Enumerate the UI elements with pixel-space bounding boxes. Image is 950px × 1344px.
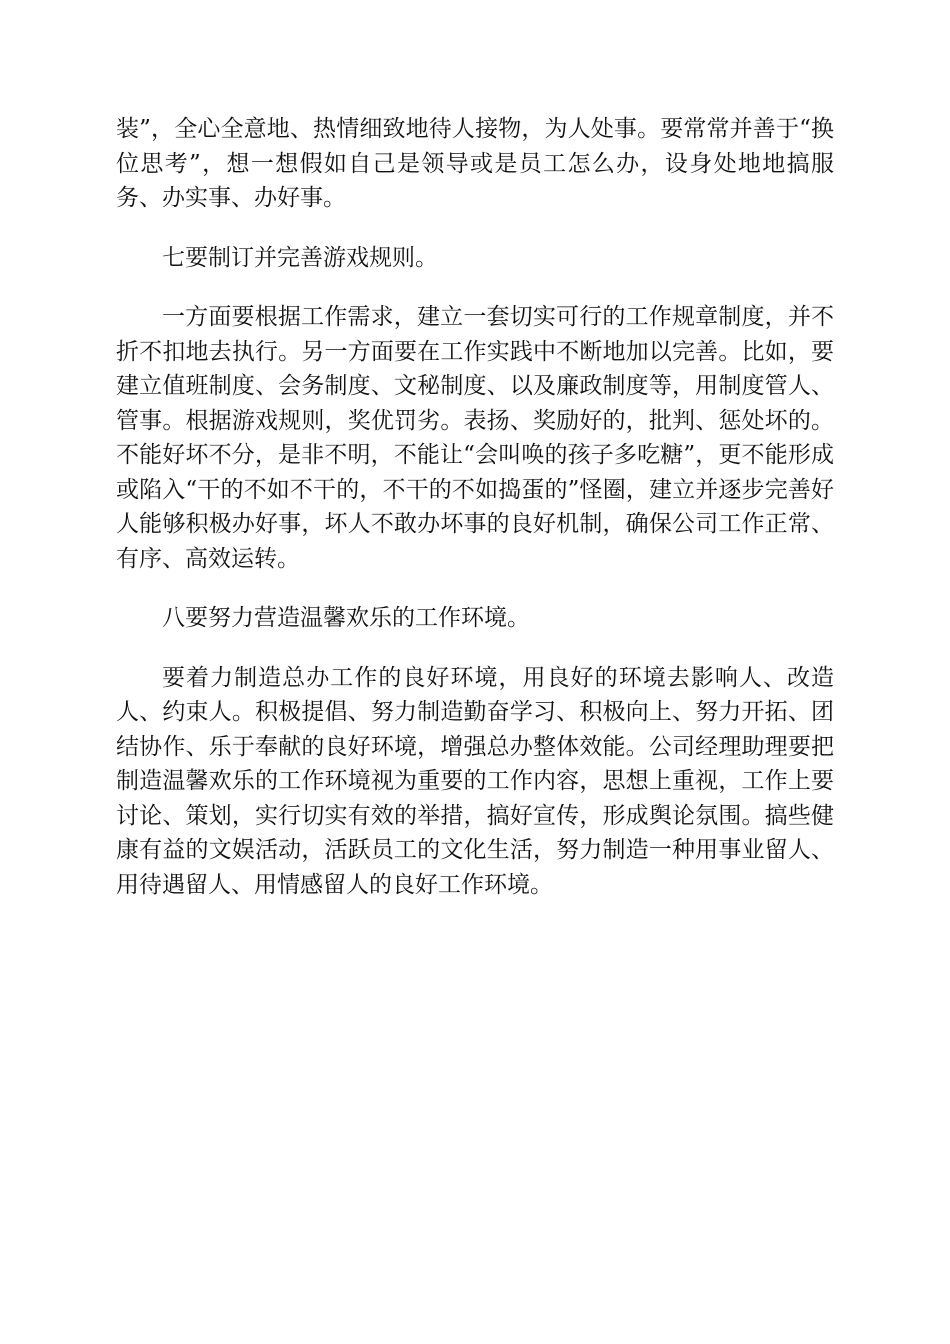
paragraph-section-seven: 一方面要根据工作需求，建立一套切实可行的工作规章制度，并不折不扣地去执行。另一方面要在工作实践中不断地加以完善。比如，要建立值班制度、会务制度、文秘制度、以及廉政制度等，用制度管人、管事。根据游戏规则，奖优罚劣。表扬、奖励好的，批判、惩处坏的。不能好坏不分，是非不明，不能让“会叫唤的孩子多吃糖”，更不能形成或陷入“干的不如不干的，不干的不如捣蛋的”怪圈，建立并逐步完善好人能够积极办好事，坏人不敢办坏事的良好机制，确保公司工作正常、有序、高效运转。 (116, 304, 834, 572)
paragraph-continuation: 装”，全心全意地、热情细致地待人接物，为人处事。要常常并善于“换位思考”，想一想假如自己是领导或是员工怎么办，设身处地地搞服务、办实事、办好事。 (116, 116, 834, 211)
document-page (116, 112, 834, 902)
paragraph-section-eight: 要着力制造总办工作的良好环境，用良好的环境去影响人、改造人、约束人。积极提倡、努力制造勤奋学习、积极向上、努力开拓、团结协作、乐于奉献的良好环境，增强总办整体效能。公司经理助理要把制造温馨欢乐的工作环境视为重要的工作内容，思想上重视，工作上要讨论、策划，实行切实有效的举措，搞好宣传，形成舆论氛围。搞些健康有益的文娱活动，活跃员工的文化生活，努力制造一种用事业留人、用待遇留人、用情感留人的良好工作环境。 (116, 664, 834, 898)
section-heading-seven: 七要制订并完善游戏规则。 (162, 244, 438, 271)
section-heading-eight: 八要努力营造温馨欢乐的工作环境。 (162, 605, 530, 631)
